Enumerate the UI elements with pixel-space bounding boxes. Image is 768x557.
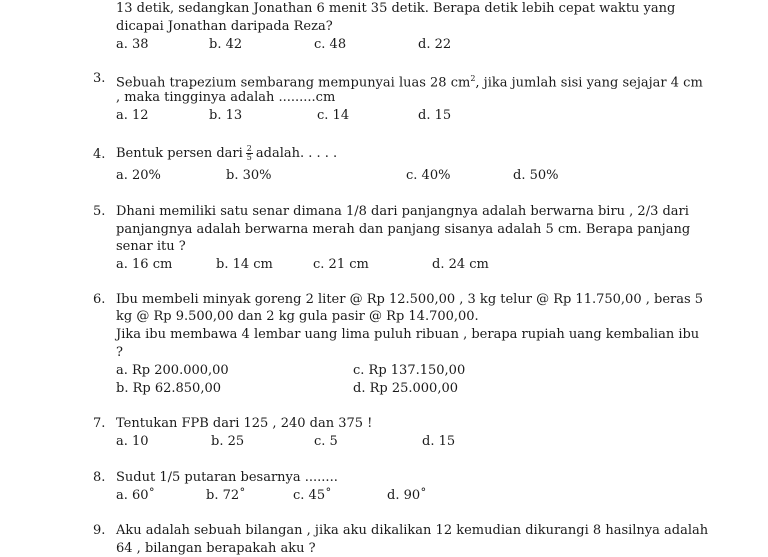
q5-line2: panjangnya adalah berwarna merah dan panjang sisanya adalah 5 cm. Berapa panjang	[116, 222, 691, 237]
q9-line1: Aku adalah sebuah bilangan , jika aku dikalikan 12 kemudian dikurangi 8 hasilnya adalah	[116, 523, 709, 538]
q5-line3: senar itu ?	[116, 239, 186, 254]
q4-number: 4.	[93, 147, 106, 162]
q8-option-b: b. 72˚	[206, 488, 246, 503]
q6-option-d: d. Rp 25.000,00	[353, 381, 458, 396]
q6-number: 6.	[93, 292, 106, 307]
q6-option-a: a. Rp 200.000,00	[116, 363, 229, 378]
q4-text-a: Bentuk persen dari	[116, 146, 243, 161]
q2-option-b: b. 42	[209, 37, 243, 52]
q9-line2: 64 , bilangan berapakah aku ?	[116, 541, 316, 556]
q7-option-d: d. 15	[422, 434, 456, 449]
q4-fraction	[246, 145, 253, 162]
q6-line1: Ibu membeli minyak goreng 2 liter @ Rp 12.500,00 , 3 kg telur @ Rp 11.750,00 , beras 5	[116, 292, 704, 307]
q7-text: Tentukan FPB dari 125 , 240 dan 375 !	[116, 416, 373, 431]
q5-option-a: a. 16 cm	[116, 257, 173, 272]
q2-option-d: d. 22	[418, 37, 452, 52]
q7-option-b: b. 25	[211, 434, 245, 449]
q4-fraction-numerator: 2	[246, 144, 252, 153]
q3-option-c: c. 14	[317, 108, 350, 123]
q3-line1-sup: 2	[470, 74, 476, 83]
q4-text-b: adalah. . . . .	[255, 146, 338, 161]
q5-option-c: c. 21 cm	[313, 257, 369, 272]
q6-line4: ?	[116, 345, 123, 360]
q3-line1-b: , jika jumlah sisi yang sejajar 4 cm	[475, 75, 703, 91]
q6-line2: kg @ Rp 9.500,00 dan 2 kg gula pasir @ Rp 14.700,00.	[116, 309, 479, 324]
q4-option-b: b. 30%	[226, 168, 272, 183]
q2-option-c: c. 48	[314, 37, 347, 52]
q5-number: 5.	[93, 204, 106, 219]
q7-number: 7.	[93, 416, 106, 431]
q3-option-a: a. 12	[116, 108, 149, 123]
q4-option-d: d. 50%	[513, 168, 559, 183]
q8-text: Sudut 1/5 putaran besarnya ........	[116, 470, 338, 485]
q6-line3: Jika ibu membawa 4 lembar uang lima puluh ribuan , berapa rupiah uang kembalian ibu	[116, 327, 700, 342]
q4-option-c: c. 40%	[406, 168, 451, 183]
q2-option-a: a. 38	[116, 37, 149, 52]
q2-line1: 13 detik, sedangkan Jonathan 6 menit 35 detik. Berapa detik lebih cepat waktu yang	[116, 1, 676, 16]
q8-number: 8.	[93, 470, 106, 485]
q6-option-b: b. Rp 62.850,00	[116, 381, 221, 396]
q3-line2: , maka tingginya adalah .........cm	[116, 90, 336, 105]
q4-text	[116, 139, 337, 169]
q5-option-d: d. 24 cm	[432, 257, 489, 272]
q8-option-d: d. 90˚	[387, 488, 427, 503]
q4-option-a: a. 20%	[116, 168, 161, 183]
q2-line2: dicapai Jonathan daripada Reza?	[116, 19, 333, 34]
q3-option-b: b. 13	[209, 108, 243, 123]
q5-option-b: b. 14 cm	[216, 257, 273, 272]
q6-option-c: c. Rp 137.150,00	[353, 363, 466, 378]
q4-fraction-denominator: 5	[246, 153, 252, 162]
q3-option-d: d. 15	[418, 108, 452, 123]
q5-line1: Dhani memiliki satu senar dimana 1/8 dari panjangnya adalah berwarna biru , 2/3 dari	[116, 204, 689, 219]
q8-option-c: c. 45˚	[293, 488, 332, 503]
q3-number: 3.	[93, 71, 106, 86]
q7-option-a: a. 10	[116, 434, 149, 449]
q7-option-c: c. 5	[314, 434, 338, 449]
q8-option-a: a. 60˚	[116, 488, 156, 503]
q3-line1-a: Sebuah trapezium sembarang mempunyai luas 28 cm	[116, 75, 471, 91]
q9-number: 9.	[93, 523, 106, 538]
